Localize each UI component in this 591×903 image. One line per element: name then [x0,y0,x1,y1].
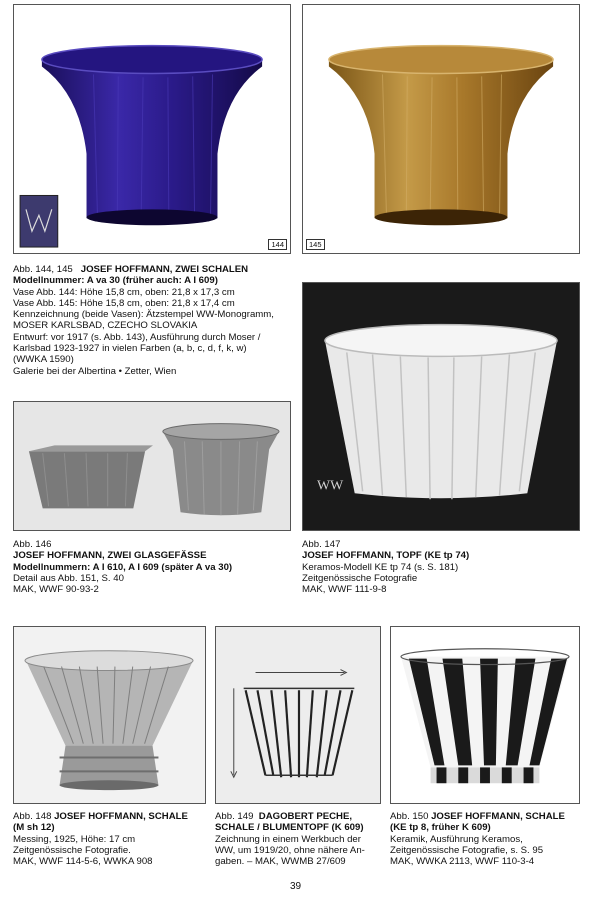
figure-144-badge: 144 [268,239,287,250]
caption-148-line1: Messing, 1925, Höhe: 17 cm [13,833,136,845]
caption-150-number: Abb. 150 [390,811,429,822]
caption-144-145-line8: Galerie bei der Albertina • Zetter, Wien [13,365,177,377]
caption-147-number: Abb. 147 [302,539,341,550]
page-number: 39 [289,881,302,892]
figure-149-photo [215,626,381,804]
caption-147-line2: Zeitgenössische Fotografie [302,572,418,584]
caption-150-line3: MAK, WWKA 2113, WWF 110-3-4 [390,856,535,868]
caption-148-title: JOSEF HOFFMANN, SCHALE [54,811,188,822]
caption-150-title2: (KE tp 8, früher K 609) [390,822,491,834]
caption-149-title2: SCHALE / BLUMENTOPF (K 609) [215,822,364,834]
caption-150-line2: Zeitgenössische Fotografie, s. S. 95 [390,844,544,856]
caption-149-line2: WW, um 1919/20, ohne nähere An- [215,844,365,856]
caption-144-145-title: JOSEF HOFFMANN, ZWEI SCHALEN [80,264,249,275]
caption-148-line3: MAK, WWF 114-5-6, WWKA 908 [13,856,153,868]
caption-144-145-line4: MOSER KARLSBAD, CZECHO SLOVAKIA [13,320,198,332]
caption-146-line1: Detail aus Abb. 151, S. 40 [13,572,124,584]
caption-144-145-line6: Karlsbad 1923-1927 in vielen Farben (a, b, c, d, f, k, w) [13,343,247,355]
two-glass-vessels-image [14,402,290,530]
caption-149-line1: Zeichnung in einem Werkbuch der [215,833,361,845]
caption-146-number: Abb. 146 [13,539,52,550]
caption-144-145-line3: Kennzeichnung (beide Vasen): Ätzstempel WW-Monogramm, [13,309,274,321]
caption-144-145-line1: Vase Abb. 144: Höhe 15,8 cm, oben: 21,8 x 17,3 cm [13,286,235,298]
brass-bowl-image [14,627,205,803]
caption-149-number: Abb. 149 [215,811,254,822]
caption-146-model: Modellnummern: A I 610, A I 609 (später A va 30) [13,561,233,573]
figure-144-photo [13,4,291,254]
peche-drawing-image [216,627,380,803]
caption-150-title: JOSEF HOFFMANN, SCHALE [431,811,565,822]
caption-149-title: DAGOBERT PECHE, [258,811,353,822]
caption-150 [390,811,586,867]
caption-149 [215,811,387,867]
caption-150-line1: Keramik, Ausführung Keramos, [390,833,523,845]
caption-148-number: Abb. 148 [13,811,52,822]
figure-146-photo [13,401,291,531]
striped-ceramic-bowl-image [391,627,579,803]
caption-144-145 [13,264,295,377]
caption-148 [13,811,213,867]
caption-144-145-model: Modellnummer: A va 30 (früher auch: A I 609) [13,275,218,287]
caption-147-line3: MAK, WWF 111-9-8 [302,584,387,596]
caption-147-line1: Keramos-Modell KE tp 74 (s. S. 181) [302,561,459,573]
ww-monogram-icon: WW [317,478,344,494]
caption-147 [302,539,584,595]
figure-145-badge: 145 [306,239,325,250]
caption-148-title2: (M sh 12) [13,822,55,834]
caption-144-145-line5: Entwurf: vor 1917 (s. Abb. 143), Ausführung durch Moser / [13,331,261,343]
caption-144-145-line7: (WWKA 1590) [13,354,74,366]
caption-146-line2: MAK, WWF 90-93-2 [13,584,99,596]
caption-144-145-line2: Vase Abb. 145: Höhe 15,8 cm, oben: 21,8 x 17,4 cm [13,297,235,309]
figure-150-photo [390,626,580,804]
caption-148-line2: Zeitgenössische Fotografie. [13,844,131,856]
figure-147-photo [302,282,580,531]
caption-144-145-number: Abb. 144, 145 [13,264,73,275]
figure-145-photo [302,4,580,254]
cobalt-bowl-image [14,5,290,253]
caption-147-title: JOSEF HOFFMANN, TOPF (KE tp 74) [302,550,470,562]
amber-bowl-image [303,5,579,253]
keramos-pot-image [303,283,579,530]
caption-149-line3: gaben. – MAK, WWMB 27/609 [215,856,346,868]
caption-146-title: JOSEF HOFFMANN, ZWEI GLASGEFÄSSE [13,550,207,562]
moser-stamp-icon [20,195,58,247]
figure-148-photo [13,626,206,804]
caption-146 [13,539,295,595]
